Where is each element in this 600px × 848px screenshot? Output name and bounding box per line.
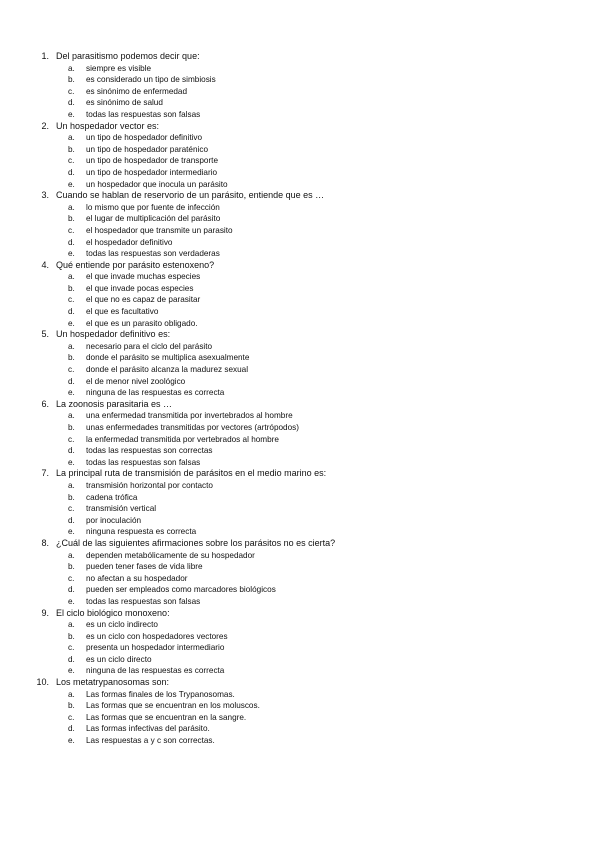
option-text: todas las respuestas son falsas [86,457,201,467]
answer-option [32,654,572,666]
quiz-list [32,51,572,747]
question-text: La zoonosis parasitaria es … [56,398,173,409]
question-block [32,190,572,260]
option-text: es considerado un tipo de simbiosis [86,75,216,85]
option-text: todas las respuestas son correctas [86,446,213,456]
option-text: un tipo de hospedador intermediario [86,167,218,177]
option-text: un tipo de hospedador paraténico [86,144,208,154]
answer-option [32,283,572,295]
option-text: el que es facultativo [86,307,159,317]
option-letter: e. [68,179,75,189]
answer-option [32,735,572,747]
option-text: ninguna de las respuestas es correcta [86,388,225,398]
option-letter: d. [68,98,75,108]
question-number: 10. [36,677,49,688]
option-text: siempre es visible [86,63,152,73]
option-text: el de menor nivel zoológico [86,376,186,386]
answer-option [32,74,572,86]
option-text: el hospedador definitivo [86,237,173,247]
option-letter: e. [68,666,75,676]
option-letter: d. [68,446,75,456]
answer-option [32,306,572,318]
option-letter: e. [68,457,75,467]
question-block [32,51,572,121]
question-text: Qué entiende por parásito estenoxeno? [56,259,215,270]
option-letter: d. [68,515,75,525]
question-number: 9. [41,607,49,618]
option-text: el que no es capaz de parasitar [86,295,201,305]
option-letter: e. [68,736,75,746]
answer-option [32,167,572,179]
question-number: 7. [41,468,49,479]
answer-option [32,526,572,538]
answer-option [32,596,572,608]
option-letter: b. [68,75,75,85]
option-text: donde el parásito alcanza la madurez sexual [86,365,249,375]
answer-option [32,179,572,191]
option-text: es un ciclo indirecto [86,620,158,630]
option-text: lo mismo que por fuente de infección [86,202,220,212]
answer-option [32,63,572,75]
option-text: todas las respuestas son verdaderas [86,249,220,259]
option-letter: b. [68,353,75,363]
option-text: un tipo de hospedador de transporte [86,156,219,166]
option-letter: a. [68,272,75,282]
question-block [32,399,572,469]
answer-option [32,515,572,527]
option-text: Las formas infectivas del parásito. [86,724,210,734]
option-text: donde el parásito se multiplica asexualmente [86,353,250,363]
option-letter: d. [68,237,75,247]
answer-option [32,700,572,712]
answer-option [32,237,572,249]
option-text: necesario para el ciclo del parásito [86,341,213,351]
option-text: el que es un parasito obligado. [86,318,198,328]
option-letter: c. [68,86,75,96]
option-text: es un ciclo con hospedadores vectores [86,631,228,641]
answer-option [32,352,572,364]
answer-option [32,86,572,98]
answer-option [32,387,572,399]
answer-option [32,422,572,434]
answer-option [32,434,572,446]
question-row [32,260,572,272]
question-block [32,121,572,191]
question-block [32,329,572,399]
answer-option [32,561,572,573]
option-letter: c. [68,434,75,444]
answer-option [32,584,572,596]
option-letter: b. [68,701,75,711]
option-text: no afectan a su hospedador [86,573,188,583]
question-block [32,538,572,608]
option-text: pueden tener fases de vida libre [86,562,203,572]
question-number: 2. [41,120,49,131]
option-text: transmisión horizontal por contacto [86,480,213,490]
question-number: 5. [41,329,49,340]
answer-option [32,665,572,677]
answer-option [32,503,572,515]
option-letter: b. [68,283,75,293]
option-letter: a. [68,341,75,351]
question-number: 4. [41,259,49,270]
answer-option [32,573,572,585]
option-text: Las formas que se encuentran en la sangre. [86,712,247,722]
option-text: dependen metabólicamente de su hospedador [86,550,255,560]
answer-option [32,248,572,260]
option-letter: b. [68,144,75,154]
option-letter: e. [68,596,75,606]
question-block [32,608,572,678]
answer-option [32,294,572,306]
question-number: 6. [41,398,49,409]
answer-option [32,376,572,388]
question-number: 8. [41,537,49,548]
question-text: El ciclo biológico monoxeno: [56,607,170,618]
question-number: 3. [41,190,49,201]
option-text: por inoculación [86,515,142,525]
question-text: Un hospedador definitivo es: [56,329,171,340]
option-text: ninguna respuesta es correcta [86,527,197,537]
option-text: cadena trófica [86,492,138,502]
question-block [32,260,572,330]
option-letter: d. [68,654,75,664]
option-letter: e. [68,527,75,537]
question-block [32,677,572,747]
option-letter: e. [68,109,75,119]
option-letter: b. [68,562,75,572]
answer-option [32,202,572,214]
answer-option [32,410,572,422]
question-text: La principal ruta de transmisión de parásitos en el medio marino es: [56,468,327,479]
answer-option [32,271,572,283]
answer-option [32,155,572,167]
answer-option [32,712,572,724]
answer-option [32,132,572,144]
option-letter: e. [68,318,75,328]
question-row [32,677,572,689]
question-row [32,51,572,63]
answer-option [32,631,572,643]
option-letter: a. [68,620,75,630]
answer-option [32,97,572,109]
option-text: Las formas finales de los Trypanosomas. [86,689,235,699]
option-letter: a. [68,202,75,212]
question-row [32,468,572,480]
option-text: un tipo de hospedador definitivo [86,133,203,143]
answer-option [32,492,572,504]
question-row [32,608,572,620]
option-letter: d. [68,585,75,595]
question-text: Cuando se hablan de reservorio de un parásito, entiende que es … [56,190,325,201]
option-letter: a. [68,550,75,560]
answer-option [32,550,572,562]
question-row [32,121,572,133]
option-text: todas las respuestas son falsas [86,596,201,606]
option-letter: c. [68,156,75,166]
option-text: el lugar de multiplicación del parásito [86,214,221,224]
option-letter: a. [68,480,75,490]
answer-option [32,689,572,701]
option-letter: b. [68,214,75,224]
option-text: la enfermedad transmitida por vertebrados al hombre [86,434,279,444]
option-text: pueden ser empleados como marcadores biológicos [86,585,276,595]
answer-option [32,364,572,376]
option-letter: d. [68,724,75,734]
option-text: una enfermedad transmitida por invertebrados al hombre [86,411,293,421]
answer-option [32,213,572,225]
option-letter: c. [68,504,75,514]
option-letter: e. [68,388,75,398]
question-row [32,329,572,341]
option-letter: c. [68,295,75,305]
option-letter: b. [68,631,75,641]
question-row [32,538,572,550]
option-letter: a. [68,411,75,421]
answer-option [32,341,572,353]
option-letter: e. [68,249,75,259]
answer-option [32,109,572,121]
option-text: transmisión vertical [86,504,157,514]
question-text: Un hospedador vector es: [56,120,160,131]
answer-option [32,480,572,492]
option-text: el hospedador que transmite un parasito [86,225,233,235]
option-text: es un ciclo directo [86,654,152,664]
answer-option [32,619,572,631]
answer-option [32,225,572,237]
option-letter: d. [68,167,75,177]
option-text: todas las respuestas son falsas [86,109,201,119]
question-number: 1. [41,51,49,61]
option-text: ninguna de las respuestas es correcta [86,666,225,676]
answer-option [32,144,572,156]
option-letter: a. [68,63,75,73]
option-letter: a. [68,133,75,143]
question-row [32,399,572,411]
answer-option [32,318,572,330]
option-letter: c. [68,643,75,653]
answer-option [32,445,572,457]
option-text: un hospedador que inocula un parásito [86,179,228,189]
option-text: Las formas que se encuentran en los moluscos. [86,701,260,711]
question-text: Los metatrypanosomas son: [56,677,170,688]
option-text: es sinónimo de salud [86,98,163,108]
option-text: presenta un hospedador intermediario [86,643,225,653]
answer-option [32,642,572,654]
question-text: Del parasitismo podemos decir que: [56,51,200,61]
answer-option [32,723,572,735]
option-letter: c. [68,365,75,375]
option-letter: d. [68,307,75,317]
option-text: el que invade pocas especies [86,283,194,293]
option-letter: b. [68,492,75,502]
option-letter: a. [68,689,75,699]
answer-option [32,457,572,469]
option-letter: c. [68,225,75,235]
option-letter: c. [68,712,75,722]
option-text: Las respuestas a y c son correctas. [86,736,215,746]
option-text: unas enfermedades transmitidas por vectores (artrópodos) [86,423,299,432]
option-text: es sinónimo de enfermedad [86,86,188,96]
option-letter: c. [68,573,75,583]
option-text: el que invade muchas especies [86,272,201,282]
question-block [32,468,572,538]
question-row [32,190,572,202]
option-letter: b. [68,423,75,432]
question-text: ¿Cuál de las siguientes afirmaciones sobre los parásitos no es cierta? [56,537,336,548]
option-letter: d. [68,376,75,386]
